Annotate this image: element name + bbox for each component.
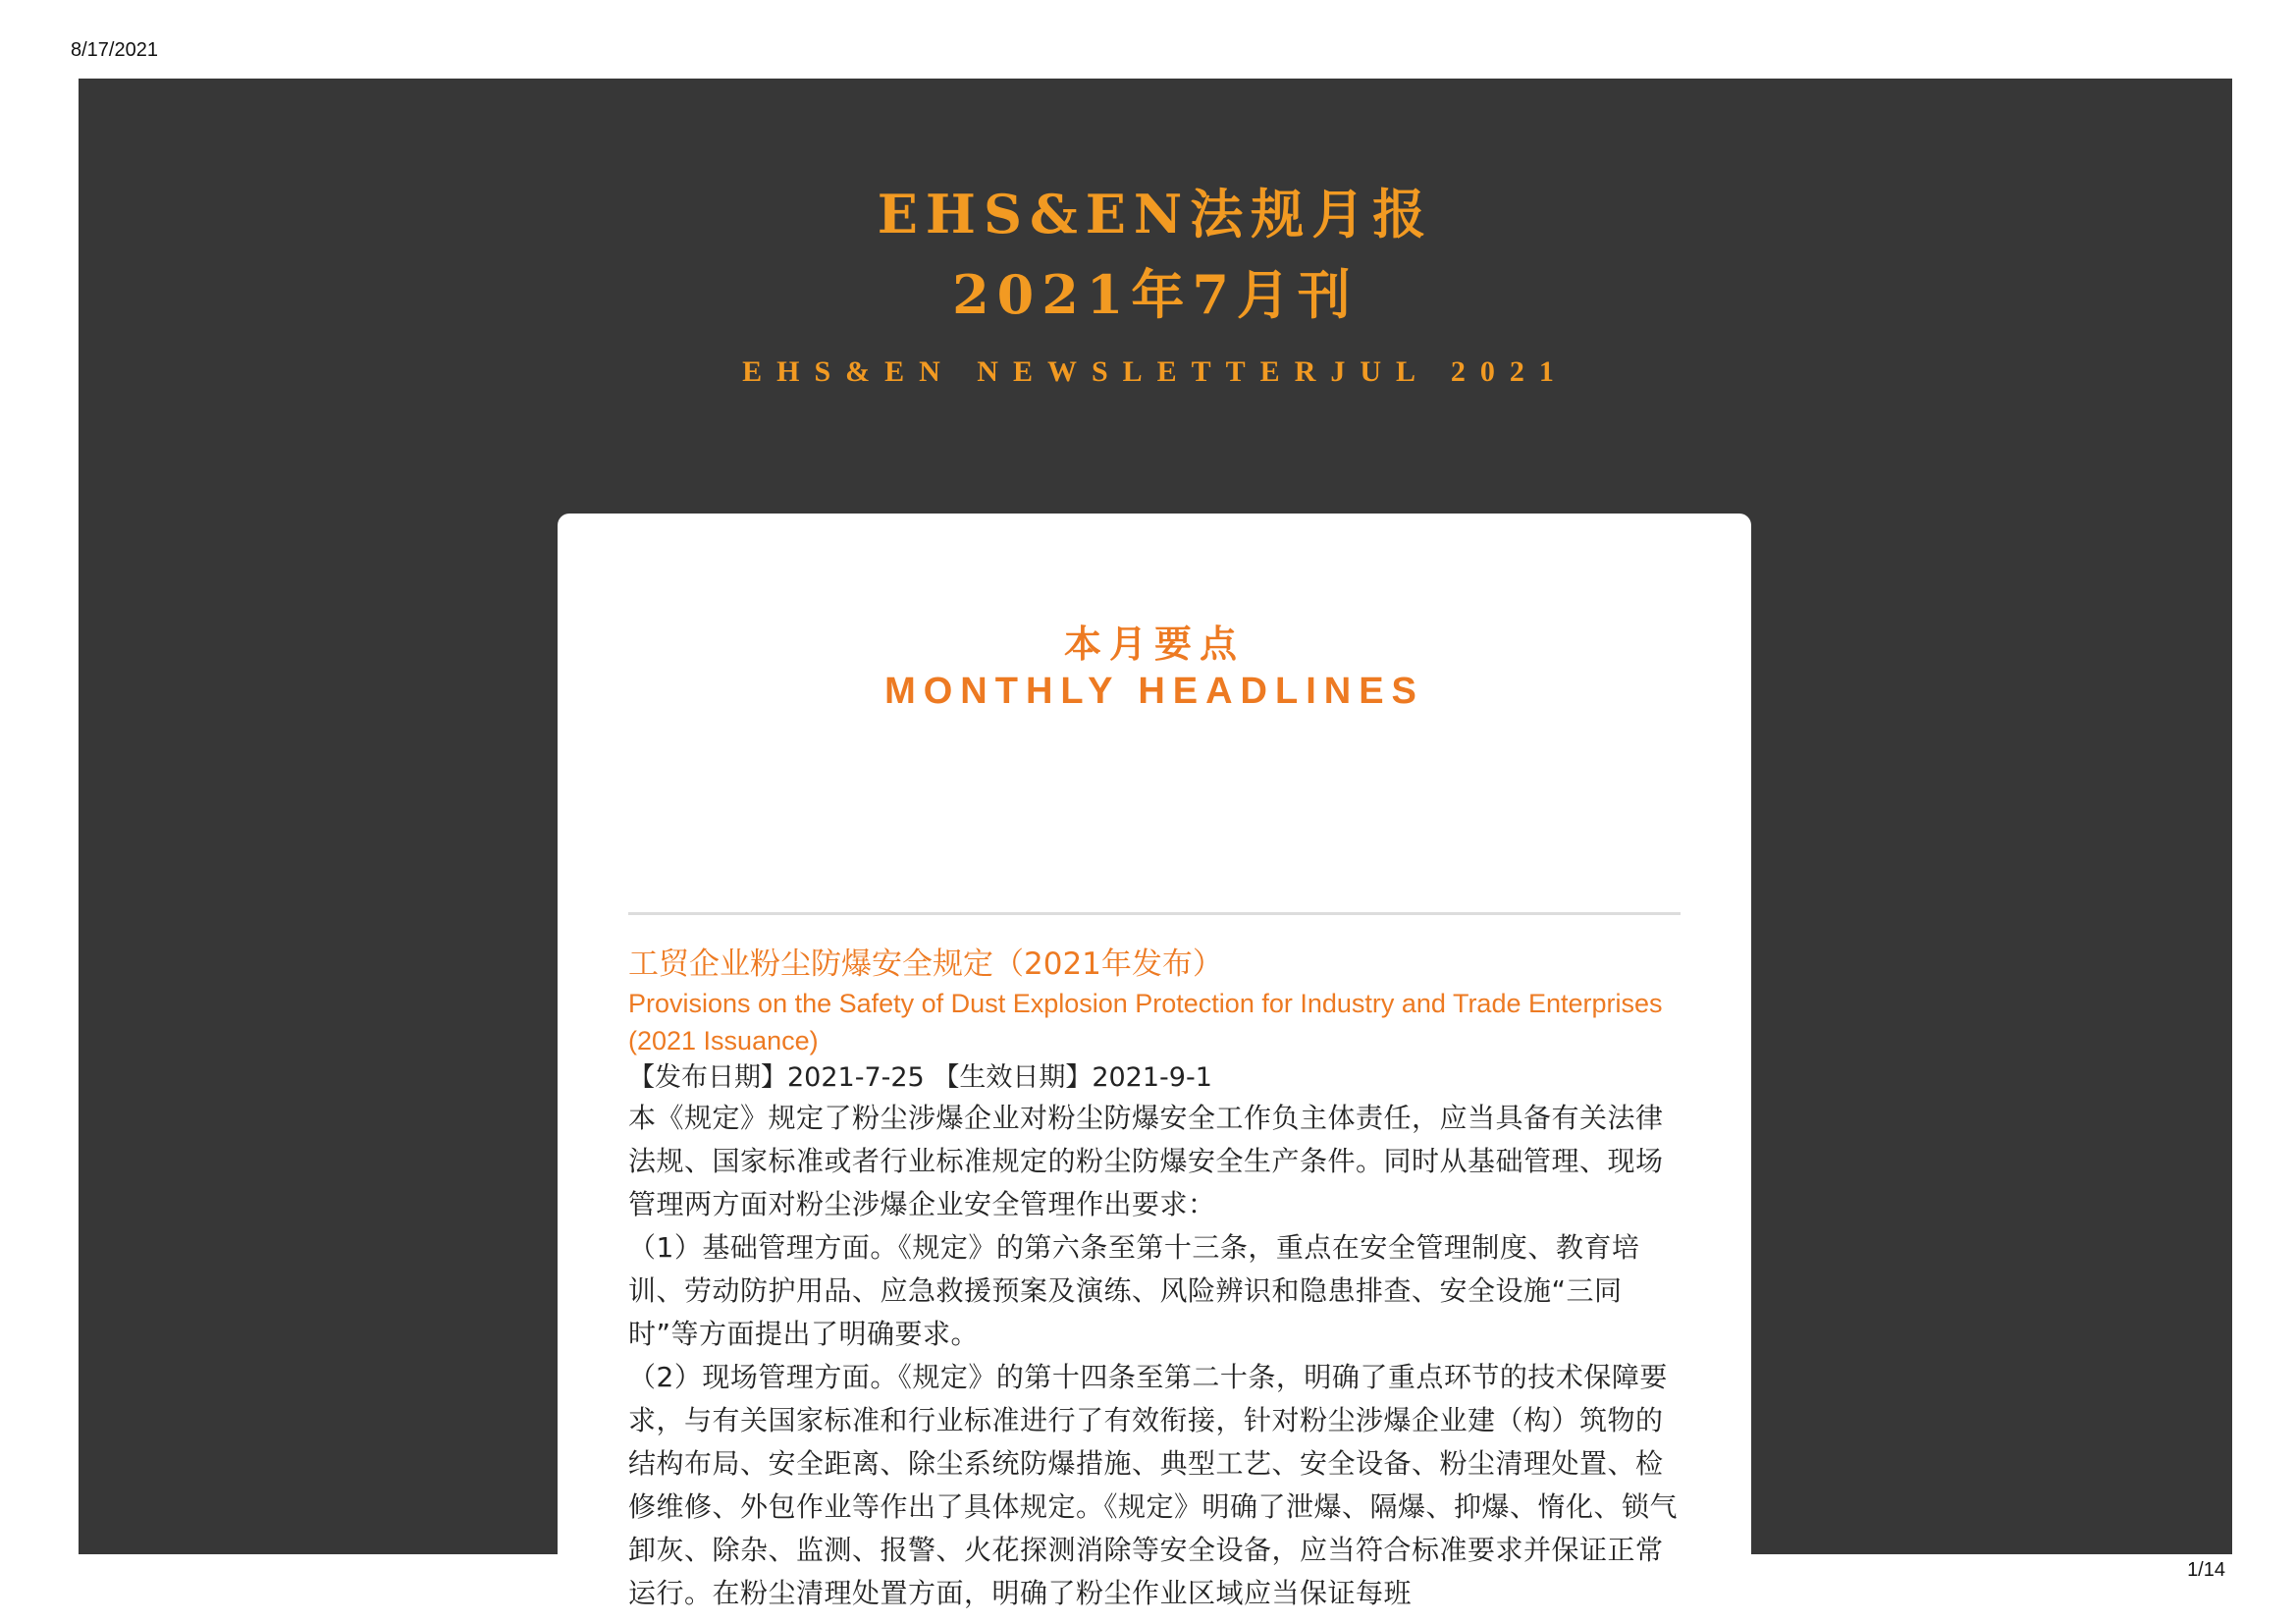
headlines-heading-cn: 本月要点 <box>1063 622 1245 666</box>
article-title-en[interactable]: Provisions on the Safety of Dust Explosion Protection for Industry and Trade Enterprises (2021 Issuance) <box>628 989 1663 1055</box>
article-title-cn[interactable]: 工贸企业粉尘防爆安全规定（2021年发布） <box>628 947 1223 982</box>
article-paragraph: 本《规定》规定了粉尘涉爆企业对粉尘防爆安全工作负主体责任，应当具备有关法律法规、国家标准或者行业标准规定的粉尘防爆安全生产条件。同时从基础管理、现场管理两方面对粉尘涉爆企业安全管理作出要求： <box>628 1102 1664 1220</box>
headlines-card <box>558 514 1751 1609</box>
article-dates: 【发布日期】2021-7-25 【生效日期】2021-9-1 <box>628 1062 1212 1093</box>
print-date: 8/17/2021 <box>71 39 158 61</box>
article <box>628 944 1686 1615</box>
divider <box>628 912 1681 915</box>
page-number: 1/14 <box>2187 1559 2225 1581</box>
newsletter-title-cn: EHS&EN法规月报 <box>877 183 1434 245</box>
article-body <box>628 1097 1686 1615</box>
article-paragraph: （1）基础管理方面。《规定》的第六条至第十三条，重点在安全管理制度、教育培训、劳动防护用品、应急救援预案及演练、风险辨识和隐患排查、安全设施“三同时”等方面提出了明确要求。 <box>628 1231 1640 1350</box>
article-paragraph: （2）现场管理方面。《规定》的第十四条至第二十条，明确了重点环节的技术保障要求，与有关国家标准和行业标准进行了有效衔接，针对粉尘涉爆企业建（构）筑物的结构布局、安全距离、除尘系统防爆措施、典型工艺、安全设备、粉尘清理处置、检修维修、外包作业等作出了具体规定。《规定》明确了泄爆、隔爆、抑爆、惰化、锁气卸灰、除杂、监测、报警、火花探测消除等安全设备，应当符合标准要求并保证正常运行。在粉尘清理处置方面，明确了粉尘作业区域应当保证每班 <box>628 1361 1679 1609</box>
headlines-heading-en: MONTHLY HEADLINES <box>884 671 1424 712</box>
newsletter-title-en: EHS&EN NEWSLETTERJUL 2021 <box>742 355 1569 388</box>
newsletter-issue-cn: 2021年7月刊 <box>952 263 1359 326</box>
